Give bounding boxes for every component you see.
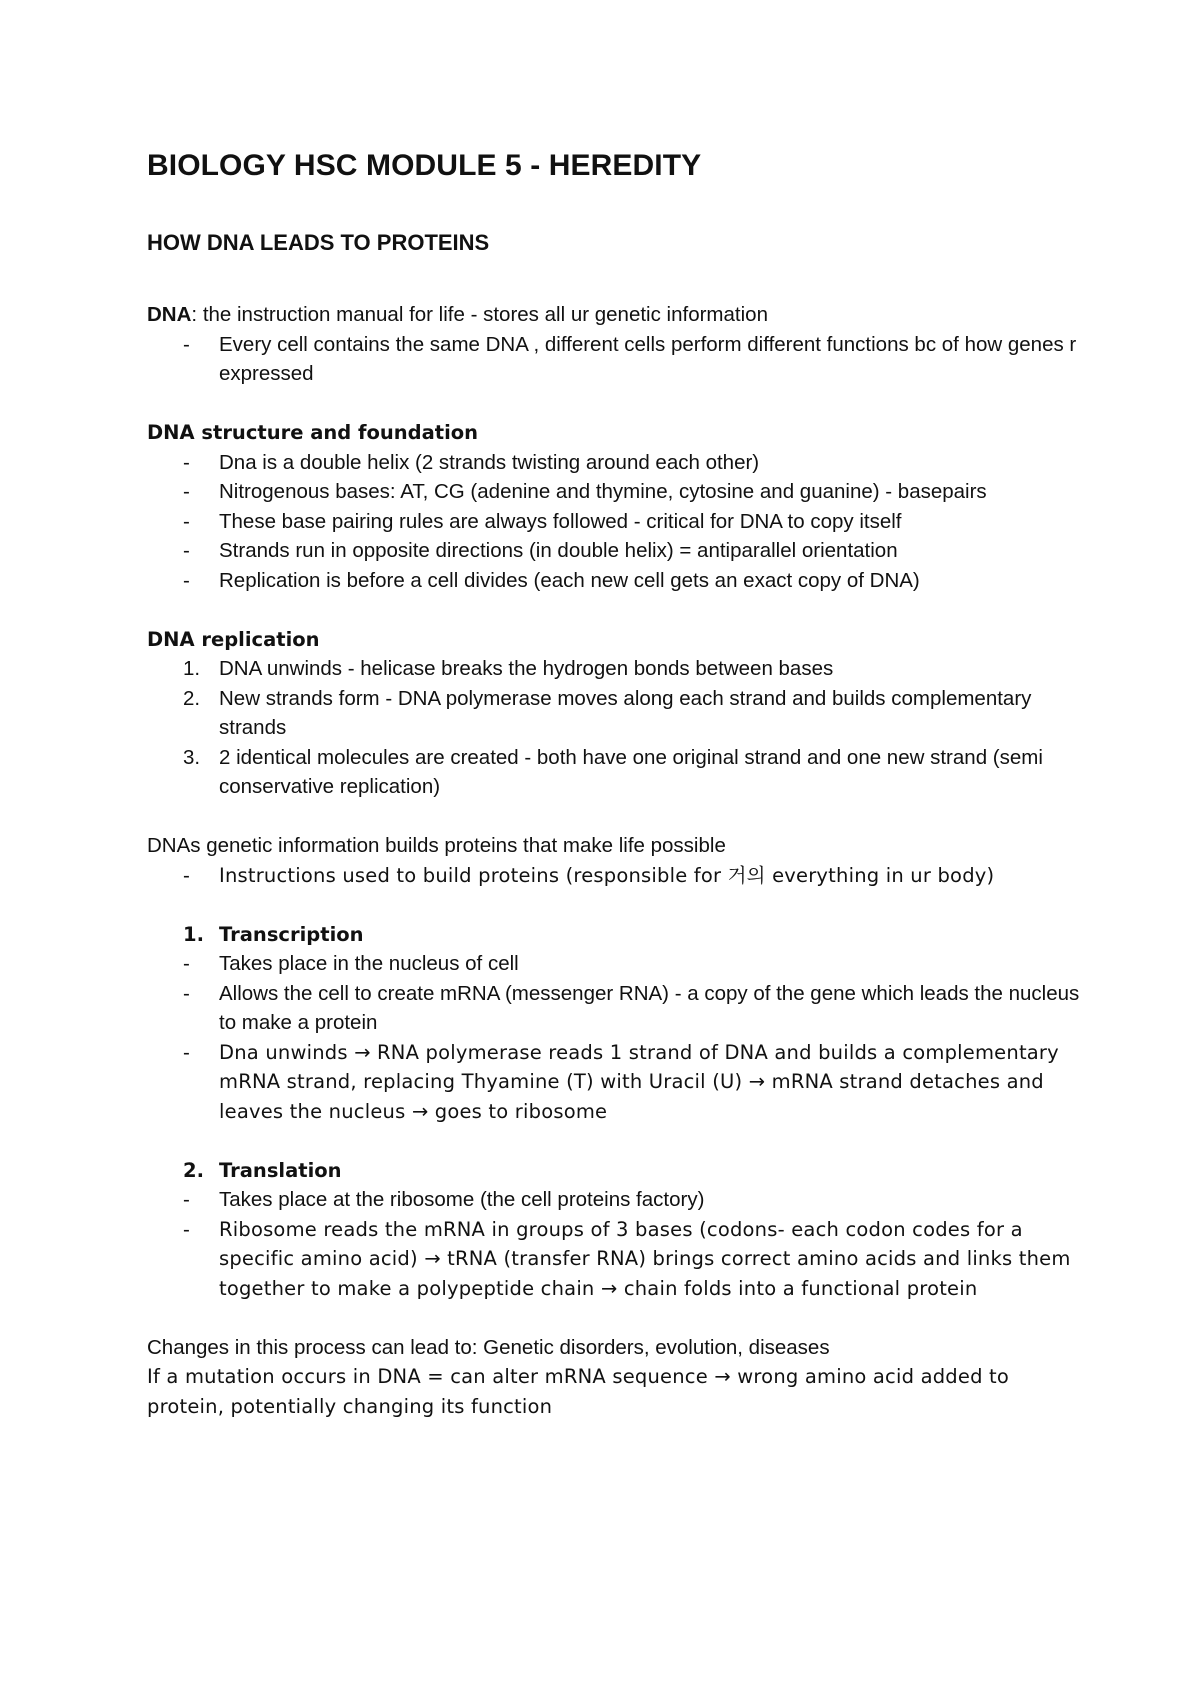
list-item: - Strands run in opposite directions (in double helix) = antiparallel orientation [147,536,1087,566]
replication-heading: DNA replication [147,627,320,651]
transcription-process-list [147,1038,1087,1127]
list-item: - Replication is before a cell divides (each new cell gets an exact copy of DNA) [147,566,1087,596]
bullet-dash: - [183,480,190,503]
structure-bullet-list [147,448,1087,596]
bullet-dash: - [183,1217,191,1241]
dna-definition [147,300,1087,330]
bullet-dash: - [183,1188,190,1211]
bullet-dash: - [183,539,190,562]
list-item: - Takes place in the nucleus of cell [147,949,1087,979]
list-item: - Nitrogenous bases: AT, CG (adenine and thymine, cytosine and guanine) - basepairs [147,477,1087,507]
bullet-dash: - [183,450,190,474]
translation-bullet-list [147,1185,1087,1215]
list-item: - Every cell contains the same DNA , different cells perform different functions bc of how genes r expressed [147,330,1087,389]
document-title: BIOLOGY HSC MODULE 5 - HEREDITY [147,149,702,182]
proteins-statement: DNAs genetic information builds proteins that make life possible [147,834,726,857]
intro-bullet-list [147,330,1087,389]
transcription-bullet-list [147,949,1087,1038]
step-number: 2. [183,686,201,710]
step-number: 3. [183,745,201,769]
translation-heading: 2. Translation [183,1158,342,1182]
changes-statement: Changes in this process can lead to: Genetic disorders, evolution, diseases [147,1335,830,1359]
list-item: - Dna unwinds → RNA polymerase reads 1 strand of DNA and builds a complementary mRNA strand, replacing Thyamine (T) with Uracil (U) → mRNA strand detaches and leaves the nucleus → goes to ribosome [147,1038,1087,1127]
bullet-dash: - [183,863,191,887]
bullet-dash: - [183,332,190,356]
bullet-dash: - [183,568,190,592]
bullet-dash: - [183,952,190,975]
list-item: 1. DNA unwinds - helicase breaks the hydrogen bonds between bases [147,654,1087,684]
section-title: HOW DNA LEADS TO PROTEINS [147,230,490,255]
step-number: 1. [183,657,201,680]
dna-definition-text: : the instruction manual for life - stores all ur genetic information [191,303,768,326]
document-body [147,300,1087,1421]
list-item: 3. 2 identical molecules are created - both have one original strand and one new strand (semi conservative replication) [147,743,1087,802]
list-item: - These base pairing rules are always followed - critical for DNA to copy itself [147,507,1087,537]
list-item: - Instructions used to build proteins (responsible for 거의 everything in ur body) [147,861,1087,891]
translation-process-list [147,1215,1087,1304]
dna-term: DNA [147,303,192,326]
list-item: - Dna is a double helix (2 strands twisting around each other) [147,448,1087,478]
structure-heading: DNA structure and foundation [147,421,479,444]
proteins-bullet-list [147,861,1087,891]
bullet-dash: - [183,981,190,1005]
list-item: 2. New strands form - DNA polymerase moves along each strand and builds complementary strands [147,684,1087,743]
list-item: - Allows the cell to create mRNA (messenger RNA) - a copy of the gene which leads the nucleus to make a protein [147,979,1087,1038]
list-item: - Takes place at the ribosome (the cell proteins factory) [147,1185,1087,1215]
list-item: - Ribosome reads the mRNA in groups of 3 bases (codons- each codon codes for a specific amino acid) → tRNA (transfer RNA) brings correct amino acids and links them together to make a polypeptide chain → chain folds into a functional protein [147,1215,1087,1304]
transcription-heading: 1. Transcription [183,922,364,946]
bullet-dash: - [183,509,190,533]
mutation-statement: If a mutation occurs in DNA = can alter mRNA sequence → wrong amino acid added to protein, potentially changing its function [147,1365,1010,1418]
bullet-dash: - [183,1040,191,1064]
replication-step-list [147,654,1087,802]
